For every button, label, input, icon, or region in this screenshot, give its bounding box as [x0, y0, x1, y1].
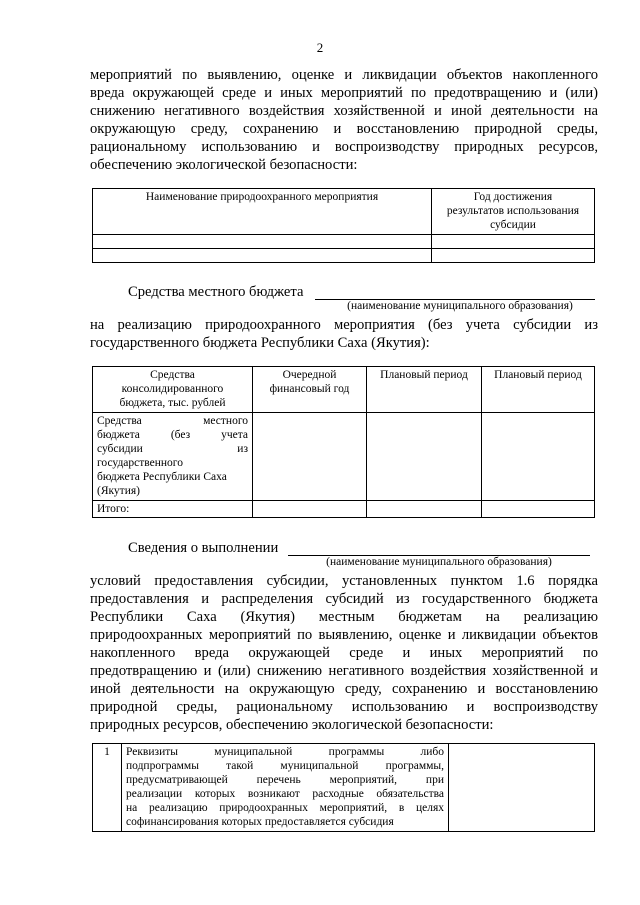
- empty-cell: [93, 235, 432, 249]
- empty-cell: [367, 413, 482, 501]
- empty-cell: [93, 249, 432, 263]
- intro-line: снижению негативного воздействия хозяйственной и иной деятельности на: [90, 103, 598, 119]
- local-funds-line: государственного: [97, 457, 183, 469]
- empty-cell: [432, 235, 595, 249]
- year-header: [432, 189, 595, 235]
- requisites-table: [92, 743, 595, 832]
- row-number: 1: [93, 744, 122, 832]
- empty-cell: [432, 249, 595, 263]
- execution-caption: (наименование муниципального образования): [326, 556, 552, 568]
- execution-text-line: природной среды, рациональному использованию и воспроизводству: [90, 699, 598, 715]
- municipality-caption: (наименование муниципального образования): [347, 300, 573, 312]
- page-number: 2: [316, 40, 324, 55]
- municipality-name-line: [315, 283, 595, 300]
- funds-header-line: консолидированного: [121, 383, 224, 395]
- total-label: Итого:: [93, 501, 253, 518]
- intro-paragraph: [90, 66, 598, 174]
- year-header-line: Год достижения: [473, 191, 553, 203]
- execution-text-line: иной деятельности на окружающую среду, сохранению и восстановлению: [90, 681, 598, 697]
- execution-text-line: Республики Саха (Якутия) местным бюджетам на реализацию: [90, 609, 598, 625]
- execution-text-line: предотвращению и (или) снижению негативного воздействия хозяйственной и: [90, 663, 598, 679]
- funds-header-line: Средства: [150, 369, 195, 381]
- requisites-line: софинансирования которых предоставляется субсидия: [126, 816, 394, 828]
- empty-cell: [367, 501, 482, 518]
- planned-period-header: Плановый период: [367, 367, 482, 413]
- measure-name-header: Наименование природоохранного мероприятия: [93, 189, 432, 235]
- intro-line: мероприятий по выявлению, оценке и ликвидации объектов накопленного: [90, 67, 598, 83]
- budget-text-line: на реализацию природоохранного мероприятия (без учета субсидии из: [90, 317, 598, 333]
- requisites-cell: [122, 744, 449, 832]
- execution-text-line: природоохранных мероприятий по выявлению, оценке и ликвидации объектов: [90, 627, 598, 643]
- execution-text-line: природных ресурсов, обеспечению экологической безопасности:: [90, 717, 494, 733]
- requisites-line: подпрограммы такой муниципальной программы,: [126, 760, 444, 772]
- next-year-header-line: Очередной: [282, 369, 337, 381]
- local-funds-cell: [93, 413, 253, 501]
- empty-cell: [253, 501, 367, 518]
- requisites-line: реализации которых возникают расходные обязательства: [126, 788, 444, 800]
- year-header-line: субсидии: [490, 219, 536, 231]
- budget-text-line: государственного бюджета Республики Саха (Якутия):: [90, 335, 430, 351]
- local-funds-line: бюджета (без учета: [97, 429, 248, 441]
- local-funds-line: (Якутия): [97, 485, 140, 497]
- funds-header: [93, 367, 253, 413]
- execution-text-line: условий предоставления субсидии, установленных пунктом 1.6 порядка: [90, 573, 598, 589]
- intro-line: обеспечению экологической безопасности:: [90, 157, 358, 173]
- local-budget-label: Средства местного бюджета: [128, 284, 304, 300]
- intro-line: вреда окружающей среде и иных мероприятий по предотвращению и (или): [90, 85, 598, 101]
- local-funds-line: субсидии из: [97, 443, 248, 455]
- execution-text: [90, 572, 598, 734]
- requisites-line: предусматривающей перечень мероприятий, при: [126, 774, 444, 786]
- empty-cell: [482, 413, 595, 501]
- year-header-line: результатов использования: [446, 205, 580, 217]
- execution-municipality-line: [288, 539, 590, 556]
- requisites-line: на реализацию природоохранных мероприятий, в целях: [126, 802, 444, 814]
- intro-line: рациональному использованию и воспроизводству природных ресурсов,: [90, 139, 598, 155]
- measures-table: [92, 188, 595, 263]
- requisites-line: Реквизиты муниципальной программы либо: [126, 746, 444, 758]
- execution-label: Сведения о выполнении: [128, 540, 279, 556]
- funds-header-line: бюджета, тыс. рублей: [119, 397, 226, 409]
- budget-table: [92, 366, 595, 518]
- local-funds-line: бюджета Республики Саха: [97, 471, 227, 483]
- planned-period-header: Плановый период: [482, 367, 595, 413]
- next-year-header: [253, 367, 367, 413]
- intro-line: окружающую среду, сохранению и восстановлению природной среды,: [90, 121, 598, 137]
- next-year-header-line: финансовый год: [269, 383, 350, 395]
- execution-text-line: предоставления и распределения субсидий из государственного бюджета: [90, 591, 598, 607]
- empty-cell: [482, 501, 595, 518]
- empty-cell: [449, 744, 595, 832]
- local-funds-line: Средства местного: [97, 415, 248, 427]
- empty-cell: [253, 413, 367, 501]
- budget-text: [90, 316, 598, 352]
- execution-text-line: накопленного вреда окружающей среде и иных мероприятий по: [90, 645, 598, 661]
